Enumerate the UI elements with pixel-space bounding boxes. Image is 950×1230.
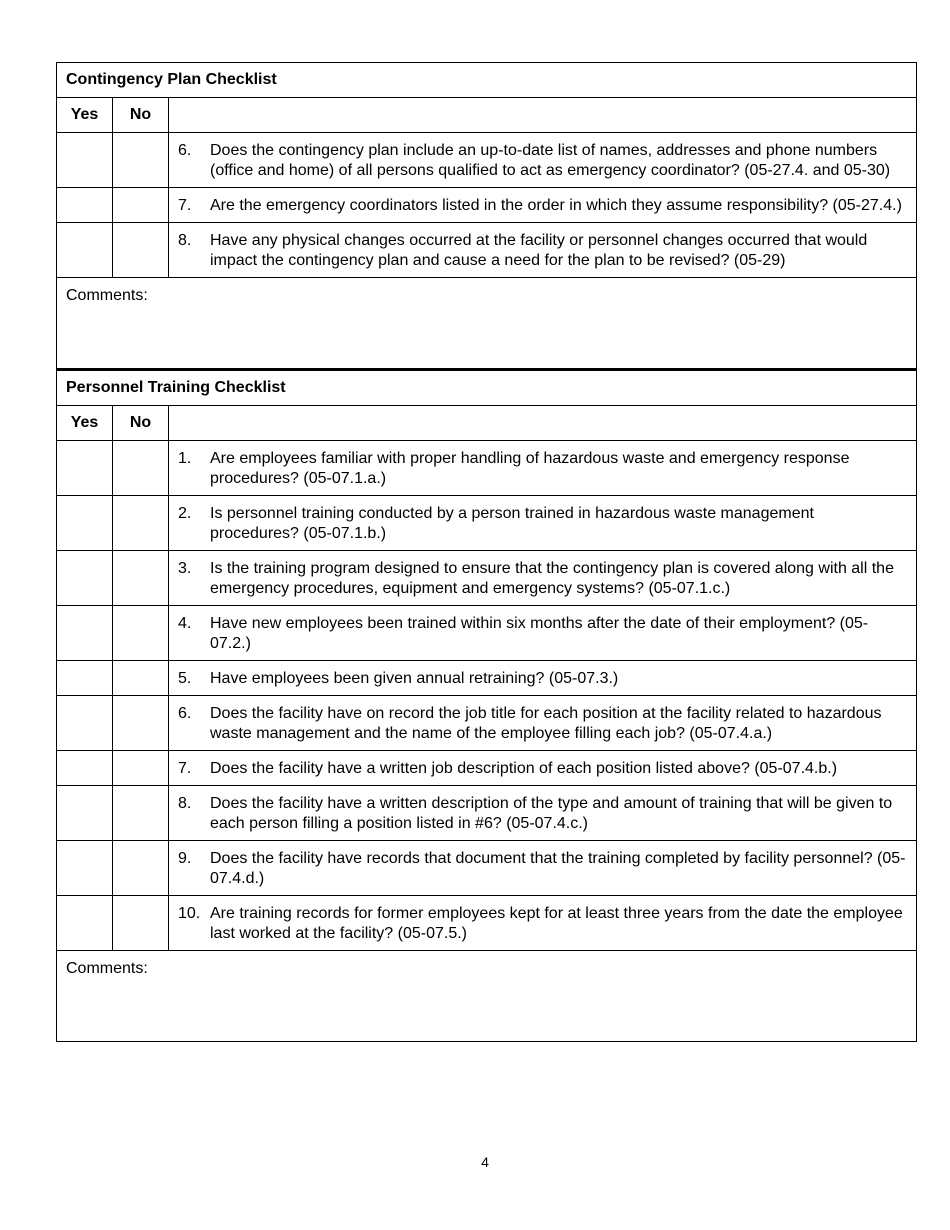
no-checkbox-cell[interactable] xyxy=(113,841,169,896)
question-number: 8. xyxy=(178,795,192,812)
checklist-row xyxy=(57,188,917,223)
question-text: Have any physical changes occurred at the facility or personnel changes occurred that would impact the contingency plan and cause a need for the plan to be revised? (05-29) xyxy=(210,232,868,269)
question-cell xyxy=(169,696,917,751)
section-title-contingency: Contingency Plan Checklist xyxy=(57,63,917,98)
section-title-row xyxy=(57,370,917,406)
checklist-row xyxy=(57,223,917,278)
yes-checkbox-cell[interactable] xyxy=(57,606,113,661)
question-text: Have new employees been trained within six months after the date of their employment? (05-07.2.) xyxy=(210,615,869,652)
question-number: 1. xyxy=(178,450,192,467)
checklist-row xyxy=(57,696,917,751)
checklist-row xyxy=(57,786,917,841)
comments-label: Comments: xyxy=(66,960,148,977)
column-header-row xyxy=(57,98,917,133)
question-cell xyxy=(169,606,917,661)
question-text: Are the emergency coordinators listed in the order in which they assume responsibility? (05-27.4.) xyxy=(210,197,902,214)
no-checkbox-cell[interactable] xyxy=(113,223,169,278)
question-text: Does the facility have a written description of the type and amount of training that will be given to each person filling a position listed in #6? (05-07.4.c.) xyxy=(210,795,893,832)
yes-checkbox-cell[interactable] xyxy=(57,441,113,496)
question-cell xyxy=(169,896,917,951)
comments-row xyxy=(57,951,917,1042)
question-number: 5. xyxy=(178,670,192,687)
no-checkbox-cell[interactable] xyxy=(113,696,169,751)
question-number: 7. xyxy=(178,760,192,777)
checklist-page xyxy=(56,62,916,1042)
comments-field-personnel-training[interactable] xyxy=(57,951,917,1042)
question-cell xyxy=(169,786,917,841)
yes-checkbox-cell[interactable] xyxy=(57,133,113,188)
question-text: Are training records for former employees kept for at least three years from the date the employee last worked at the facility? (05-07.5.) xyxy=(210,905,903,942)
question-number: 10. xyxy=(178,905,201,922)
checklist-row xyxy=(57,841,917,896)
checklist-row xyxy=(57,133,917,188)
yes-column-header: Yes xyxy=(57,98,113,133)
question-text: Is the training program designed to ensure that the contingency plan is covered along with all the emergency procedures, equipment and emergency systems? (05-07.1.c.) xyxy=(210,560,894,597)
checklist-row xyxy=(57,751,917,786)
question-cell xyxy=(169,133,917,188)
no-checkbox-cell[interactable] xyxy=(113,133,169,188)
question-text: Does the facility have a written job description of each position listed above? (05-07.4.b.) xyxy=(210,760,838,777)
question-text: Have employees been given annual retraining? (05-07.3.) xyxy=(210,670,619,687)
question-text: Does the contingency plan include an up-to-date list of names, addresses and phone numbers (office and home) of all persons qualified to act as emergency coordinator? (05-27.4. and 05-30) xyxy=(210,142,891,179)
question-cell xyxy=(169,551,917,606)
question-column-header xyxy=(169,406,917,441)
yes-checkbox-cell[interactable] xyxy=(57,551,113,606)
question-text: Does the facility have on record the job title for each position at the facility related to hazardous waste management and the name of the employee filling each job? (05-07.4.a.) xyxy=(210,705,882,742)
question-number: 4. xyxy=(178,615,192,632)
no-checkbox-cell[interactable] xyxy=(113,551,169,606)
no-checkbox-cell[interactable] xyxy=(113,441,169,496)
question-cell xyxy=(169,496,917,551)
yes-checkbox-cell[interactable] xyxy=(57,696,113,751)
yes-checkbox-cell[interactable] xyxy=(57,786,113,841)
yes-checkbox-cell[interactable] xyxy=(57,841,113,896)
no-checkbox-cell[interactable] xyxy=(113,896,169,951)
checklist-row xyxy=(57,441,917,496)
question-text: Are employees familiar with proper handling of hazardous waste and emergency response procedures? (05-07.1.a.) xyxy=(210,450,850,487)
question-cell xyxy=(169,841,917,896)
question-cell xyxy=(169,661,917,696)
checklist-table xyxy=(56,62,917,1042)
yes-checkbox-cell[interactable] xyxy=(57,661,113,696)
question-number: 3. xyxy=(178,560,192,577)
comments-row xyxy=(57,278,917,370)
question-number: 7. xyxy=(178,197,192,214)
question-number: 8. xyxy=(178,232,192,249)
checklist-row xyxy=(57,896,917,951)
no-checkbox-cell[interactable] xyxy=(113,786,169,841)
checklist-row xyxy=(57,496,917,551)
question-cell xyxy=(169,188,917,223)
checklist-row xyxy=(57,661,917,696)
question-text: Does the facility have records that document that the training completed by facility personnel? (05-07.4.d.) xyxy=(210,850,906,887)
question-cell xyxy=(169,751,917,786)
question-cell xyxy=(169,441,917,496)
comments-label: Comments: xyxy=(66,287,148,304)
no-checkbox-cell[interactable] xyxy=(113,606,169,661)
question-number: 6. xyxy=(178,142,192,159)
yes-checkbox-cell[interactable] xyxy=(57,496,113,551)
question-number: 9. xyxy=(178,850,192,867)
no-checkbox-cell[interactable] xyxy=(113,188,169,223)
comments-field-contingency[interactable] xyxy=(57,278,917,370)
section-title-row xyxy=(57,63,917,98)
question-number: 2. xyxy=(178,505,192,522)
no-checkbox-cell[interactable] xyxy=(113,661,169,696)
checklist-row xyxy=(57,551,917,606)
column-header-row xyxy=(57,406,917,441)
checklist-row xyxy=(57,606,917,661)
yes-checkbox-cell[interactable] xyxy=(57,896,113,951)
yes-checkbox-cell[interactable] xyxy=(57,751,113,786)
yes-checkbox-cell[interactable] xyxy=(57,223,113,278)
section-title-personnel-training: Personnel Training Checklist xyxy=(57,370,917,406)
no-column-header: No xyxy=(113,98,169,133)
question-number: 6. xyxy=(178,705,192,722)
no-checkbox-cell[interactable] xyxy=(113,751,169,786)
page-number: 4 xyxy=(481,1154,489,1170)
no-checkbox-cell[interactable] xyxy=(113,496,169,551)
question-column-header xyxy=(169,98,917,133)
question-cell xyxy=(169,223,917,278)
no-column-header: No xyxy=(113,406,169,441)
yes-column-header: Yes xyxy=(57,406,113,441)
question-text: Is personnel training conducted by a person trained in hazardous waste management procedures? (05-07.1.b.) xyxy=(210,505,814,542)
yes-checkbox-cell[interactable] xyxy=(57,188,113,223)
